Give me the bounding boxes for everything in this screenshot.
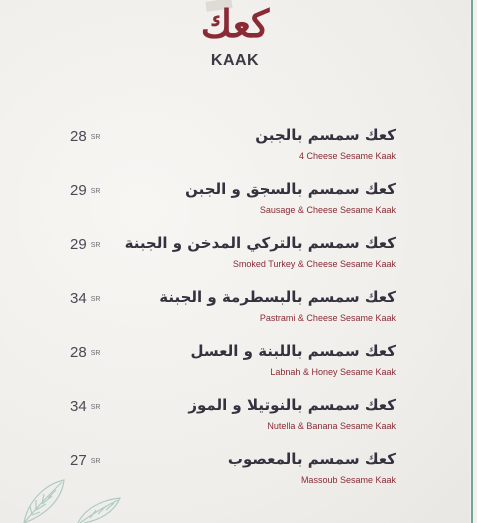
- item-name-english: Pastrami & Cheese Sesame Kaak: [259, 313, 396, 323]
- page-title-english: KAAK: [210, 52, 260, 69]
- item-name-arabic: كعك سمسم بالنوتيلا و الموز: [188, 396, 396, 414]
- item-name-english: Smoked Turkey & Cheese Sesame Kaak: [232, 259, 396, 269]
- menu-item: [0, 126, 470, 176]
- page-edge-line: [471, 0, 473, 523]
- currency-label: SR: [90, 295, 101, 303]
- item-name-english: Labnah & Honey Sesame Kaak: [270, 367, 396, 377]
- item-name-arabic: كعك سمسم بالبسطرمة و الجبنة: [159, 288, 396, 306]
- menu-item: [0, 288, 470, 338]
- item-name-arabic: كعك سمسم باللبنة و العسل: [190, 342, 396, 360]
- menu-item: [0, 234, 470, 284]
- page-title-arabic: كعك: [200, 1, 270, 46]
- item-name-arabic: كعك سمسم بالجبن: [255, 126, 396, 144]
- menu-item: [0, 396, 470, 446]
- currency-label: SR: [90, 403, 101, 411]
- currency-label: SR: [90, 241, 101, 249]
- item-name-arabic: كعك سمسم بالمعصوب: [227, 450, 396, 468]
- item-name-english: Nutella & Banana Sesame Kaak: [267, 421, 396, 431]
- menu-item: [0, 342, 470, 392]
- currency-label: SR: [90, 349, 101, 357]
- item-price: 28 SR: [70, 344, 101, 361]
- item-price: 34 SR: [70, 398, 101, 415]
- item-price: 34 SR: [70, 290, 101, 307]
- item-name-arabic: كعك سمسم بالسجق و الجبن: [185, 180, 396, 198]
- item-price: 28 SR: [70, 128, 101, 145]
- currency-label: SR: [90, 187, 101, 195]
- item-name-arabic: كعك سمسم بالتركي المدخن و الجبنة: [124, 234, 396, 252]
- leaf-icon: [18, 470, 128, 523]
- item-price: 27 SR: [70, 452, 101, 469]
- item-price: 29 SR: [70, 236, 101, 253]
- item-name-english: Sausage & Cheese Sesame Kaak: [259, 205, 396, 215]
- currency-label: SR: [90, 133, 101, 141]
- item-name-english: 4 Cheese Sesame Kaak: [298, 151, 396, 161]
- currency-label: SR: [90, 457, 101, 465]
- item-price: 29 SR: [70, 182, 101, 199]
- item-name-english: Massoub Sesame Kaak: [300, 475, 396, 485]
- menu-item: [0, 180, 470, 230]
